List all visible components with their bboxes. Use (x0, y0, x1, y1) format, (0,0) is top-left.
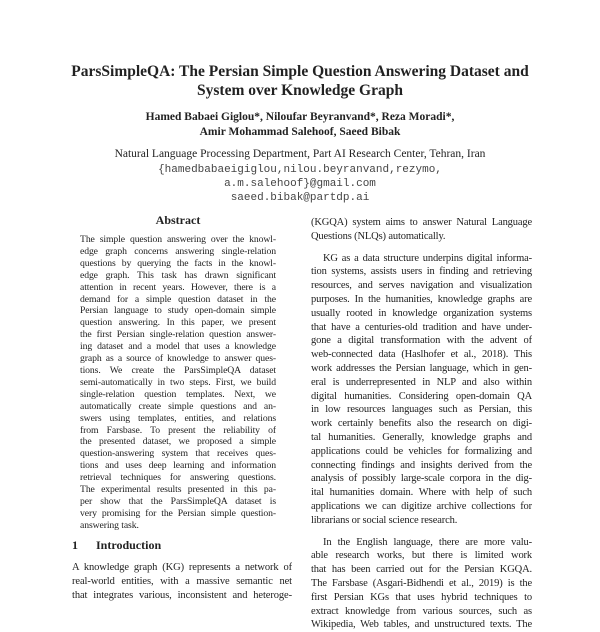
text-line: graph as a source of knowledge to answer ques- (80, 353, 276, 365)
text-line: work certainly benefits also the research on digi- (311, 418, 532, 430)
abstract-heading: Abstract (155, 213, 201, 227)
text-line: semi-automatically in two steps. First, we build (80, 376, 276, 388)
paragraph-gap (311, 528, 532, 536)
text-line: tions. We create the ParsSimpleQA dataset (80, 364, 276, 376)
text-line: from Farsbase. To present the reliability of (80, 424, 276, 436)
text-line: In the English language, there are more valu- (323, 536, 532, 548)
authors (0, 110, 600, 140)
emails (0, 163, 600, 205)
abstract-body (80, 234, 276, 532)
text-line: tions and uses deep learning and information (80, 460, 276, 472)
text-line: that integrates various, inconsistent and heteroge- (72, 590, 292, 601)
text-line: A knowledge graph (KG) represents a network of (72, 562, 292, 573)
text-line: real-world entities, with a massive semantic net (72, 576, 292, 587)
section-heading-introduction (72, 538, 179, 552)
text-line: very promising for the Persian simple question- (80, 507, 276, 519)
right-column-body (311, 216, 532, 632)
text-line: the first Persian single-relation question answer- (80, 329, 276, 341)
text-line: Questions (NLQs) automatically. (311, 230, 446, 242)
text-line: answering task. (80, 519, 139, 531)
text-line: questions by querying the facts in the knowl- (80, 257, 276, 269)
introduction-body (72, 561, 292, 603)
text-line: KG as a data structure underpins digital informa- (323, 252, 532, 264)
text-line: per show that the ParsSimpleQA dataset is (80, 495, 276, 507)
email-line: saeed.bibak@partdp.ai (230, 192, 370, 204)
text-line: that have a centuries-old tradition and have under- (311, 321, 532, 333)
text-line: librarians or social science research. (311, 514, 458, 526)
text-line: edge graph. This task has drawn significant (80, 269, 276, 281)
section-number: 1 (72, 538, 78, 552)
text-line: able research works, but there is limited work (311, 550, 532, 562)
text-line: first Persian KGs that uses hybrid techniques to (311, 591, 532, 603)
text-line: connecting findings and insights derived from the (311, 459, 532, 471)
text-line: that has been carried out for the Persian KGQA. (311, 564, 532, 576)
text-line: The experimental results presented in this pa- (80, 484, 276, 496)
text-line: digital humanities. Considering open-domain QA (311, 390, 532, 402)
text-line: applications we can digitize archive collections for (311, 500, 532, 512)
text-line: purposes. In the humanities, knowledge graphs are (311, 293, 532, 305)
text-line: retrieval techniques for answering questions. (80, 472, 276, 484)
paragraph-gap (311, 244, 532, 252)
text-line: extract knowledge from various sources, such as (311, 605, 532, 617)
paper-title (0, 62, 600, 100)
text-line: ital humanities domain. Where with help of such (311, 487, 532, 499)
text-line: Persian language to study open-domain simple (80, 305, 276, 317)
text-line: swers using templates, entities, and relations (80, 412, 276, 424)
text-line: eral is underrepresented in NLP and also within (311, 376, 532, 388)
text-line: single-relation question templates. Next, we (80, 388, 276, 400)
text-line: The simple question answering over the knowl- (80, 234, 276, 245)
text-line: the presented dataset, we proposed a simple (80, 436, 276, 448)
text-line: automatically create simple questions and an- (80, 400, 276, 412)
text-line: applications could be vehicles for formalizing and (311, 445, 532, 457)
text-line: (KGQA) system aims to answer Natural Language (311, 217, 532, 228)
text-line: gone a digital transformation with the advent of (311, 335, 532, 347)
text-line: analysis of possibly large-scale corpora in the dig- (311, 473, 532, 485)
text-line: question answering. In this paper, we present (80, 317, 276, 329)
text-line: edge graph concerns answering single-relation (80, 245, 276, 257)
text-line: resources, and serves navigation and visualization (311, 280, 532, 292)
email-line: a.m.salehoof}@gmail.com (224, 178, 376, 190)
text-line: work addresses the Persian language, which in gen- (311, 362, 532, 374)
text-line: in low resources languages such as Persian, this (311, 404, 532, 416)
text-line: The Farsbase (Asgari-Bidhendi et al., 2019) is the (311, 577, 532, 589)
title-line: System over Knowledge Graph (197, 82, 403, 99)
text-line: ing dataset and a model that uses a knowledge (80, 341, 276, 353)
title-line: ParsSimpleQA: The Persian Simple Question Answering Dataset and (71, 63, 529, 80)
affiliation: Natural Language Processing Department, Part AI Research Center, Tehran, Iran (114, 148, 486, 160)
section-title: Introduction (96, 538, 162, 552)
text-line: usually rooted in knowledge organization systems (311, 307, 532, 319)
authors-line: Amir Mohammad Salehoof, Saeed Bibak (199, 126, 401, 138)
text-line: Wikipedia, Web tables, and unstructured texts. The (311, 619, 532, 631)
authors-line: Hamed Babaei Giglou*, Niloufar Beyranvand*, Reza Moradi*, (145, 111, 455, 123)
text-line: tion systems, assists users in finding and retrieving (311, 266, 532, 278)
text-line: attention in recent years. However, there is a (80, 281, 276, 293)
email-line: {hamedbabaeigiglou,nilou.beyranvand,rezymo, (158, 164, 442, 176)
text-line: question-answering system that receives ques- (80, 448, 276, 460)
text-line: tal humanities. Generally, knowledge graphs and (311, 431, 532, 443)
text-line: demand for a simple question dataset in the (80, 293, 276, 305)
text-line: web-connected data (Haslhofer et al., 2018). This (311, 349, 532, 361)
